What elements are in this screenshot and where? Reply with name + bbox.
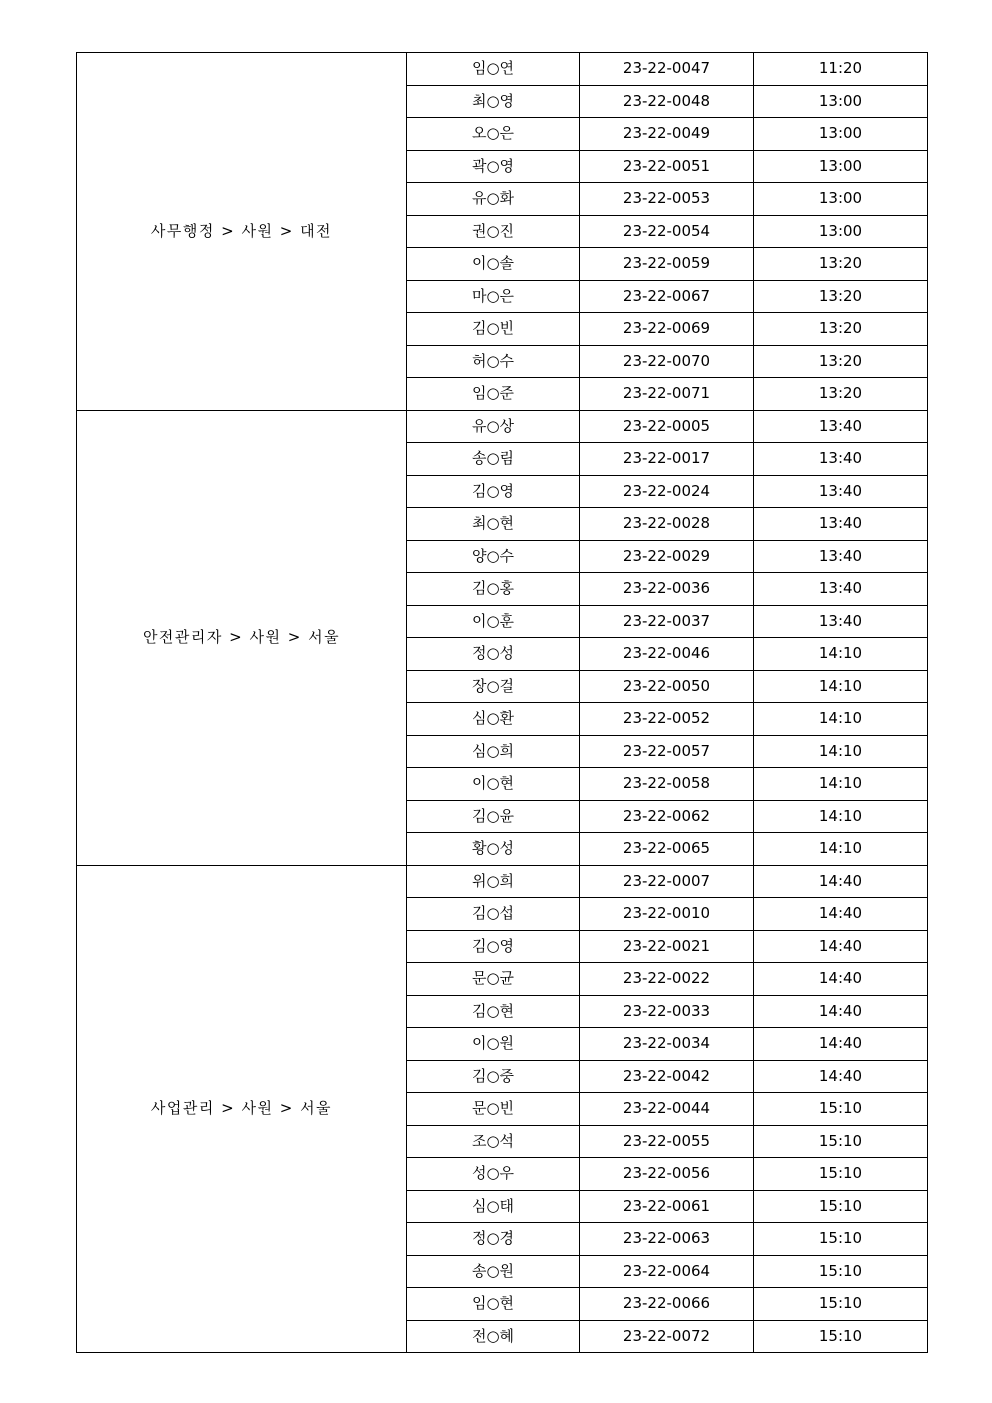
applicant-name-cell: 임○연: [407, 53, 580, 86]
applicant-name-cell: 김○윤: [407, 800, 580, 833]
applicant-id-cell: 23-22-0057: [580, 735, 754, 768]
applicant-name-cell: 이○훈: [407, 605, 580, 638]
interview-time-cell: 13:40: [754, 605, 928, 638]
interview-time-cell: 13:20: [754, 313, 928, 346]
interview-time-cell: 14:40: [754, 898, 928, 931]
applicant-name-cell: 임○현: [407, 1288, 580, 1321]
applicant-name-cell: 마○은: [407, 280, 580, 313]
applicant-id-cell: 23-22-0064: [580, 1255, 754, 1288]
applicant-name-cell: 이○솔: [407, 248, 580, 281]
applicant-name-cell: 위○희: [407, 865, 580, 898]
interview-time-cell: 15:10: [754, 1320, 928, 1353]
applicant-id-cell: 23-22-0062: [580, 800, 754, 833]
applicant-name-cell: 양○수: [407, 540, 580, 573]
applicant-name-cell: 이○원: [407, 1028, 580, 1061]
applicant-name-cell: 임○준: [407, 378, 580, 411]
applicant-name-cell: 김○현: [407, 995, 580, 1028]
applicant-name-cell: 최○영: [407, 85, 580, 118]
applicant-id-cell: 23-22-0042: [580, 1060, 754, 1093]
interview-time-cell: 14:40: [754, 930, 928, 963]
applicant-id-cell: 23-22-0007: [580, 865, 754, 898]
applicant-name-cell: 김○중: [407, 1060, 580, 1093]
applicant-id-cell: 23-22-0051: [580, 150, 754, 183]
applicant-name-cell: 최○현: [407, 508, 580, 541]
applicant-id-cell: 23-22-0063: [580, 1223, 754, 1256]
interview-time-cell: 15:10: [754, 1255, 928, 1288]
interview-time-cell: 13:40: [754, 573, 928, 606]
interview-time-cell: 13:00: [754, 183, 928, 216]
applicant-id-cell: 23-22-0066: [580, 1288, 754, 1321]
applicant-name-cell: 조○석: [407, 1125, 580, 1158]
applicant-name-cell: 정○경: [407, 1223, 580, 1256]
applicant-id-cell: 23-22-0069: [580, 313, 754, 346]
applicant-id-cell: 23-22-0033: [580, 995, 754, 1028]
applicant-name-cell: 허○수: [407, 345, 580, 378]
interview-time-cell: 14:40: [754, 1060, 928, 1093]
applicant-id-cell: 23-22-0059: [580, 248, 754, 281]
applicant-id-cell: 23-22-0029: [580, 540, 754, 573]
interview-time-cell: 14:10: [754, 735, 928, 768]
interview-time-cell: 14:10: [754, 768, 928, 801]
interview-time-cell: 14:10: [754, 638, 928, 671]
interview-time-cell: 15:10: [754, 1190, 928, 1223]
table-row: [77, 410, 928, 443]
interview-time-cell: 15:10: [754, 1288, 928, 1321]
interview-time-cell: 15:10: [754, 1125, 928, 1158]
applicant-id-cell: 23-22-0070: [580, 345, 754, 378]
applicant-name-cell: 황○성: [407, 833, 580, 866]
interview-time-cell: 13:00: [754, 150, 928, 183]
applicant-id-cell: 23-22-0005: [580, 410, 754, 443]
applicant-id-cell: 23-22-0065: [580, 833, 754, 866]
applicant-name-cell: 심○희: [407, 735, 580, 768]
applicant-id-cell: 23-22-0058: [580, 768, 754, 801]
applicant-name-cell: 곽○영: [407, 150, 580, 183]
applicant-name-cell: 정○성: [407, 638, 580, 671]
applicant-id-cell: 23-22-0048: [580, 85, 754, 118]
applicant-name-cell: 유○화: [407, 183, 580, 216]
group-label: 사업관리 > 사원 > 서울: [77, 865, 407, 1353]
applicant-id-cell: 23-22-0021: [580, 930, 754, 963]
applicant-id-cell: 23-22-0047: [580, 53, 754, 86]
applicant-name-cell: 문○빈: [407, 1093, 580, 1126]
interview-time-cell: 13:40: [754, 410, 928, 443]
applicant-name-cell: 김○영: [407, 475, 580, 508]
applicant-id-cell: 23-22-0010: [580, 898, 754, 931]
interview-time-cell: 14:10: [754, 800, 928, 833]
applicant-name-cell: 오○은: [407, 118, 580, 151]
group-label: 사무행정 > 사원 > 대전: [77, 53, 407, 411]
interview-time-cell: 14:40: [754, 963, 928, 996]
applicant-name-cell: 성○우: [407, 1158, 580, 1191]
applicant-id-cell: 23-22-0054: [580, 215, 754, 248]
applicant-name-cell: 김○홍: [407, 573, 580, 606]
applicant-id-cell: 23-22-0044: [580, 1093, 754, 1126]
interview-time-cell: 13:20: [754, 378, 928, 411]
interview-time-cell: 15:10: [754, 1158, 928, 1191]
interview-time-cell: 14:40: [754, 865, 928, 898]
applicant-name-cell: 송○림: [407, 443, 580, 476]
interview-time-cell: 14:40: [754, 1028, 928, 1061]
table-row: [77, 865, 928, 898]
applicant-id-cell: 23-22-0049: [580, 118, 754, 151]
applicant-name-cell: 심○태: [407, 1190, 580, 1223]
applicant-id-cell: 23-22-0067: [580, 280, 754, 313]
applicant-id-cell: 23-22-0071: [580, 378, 754, 411]
interview-time-cell: 13:40: [754, 475, 928, 508]
schedule-table-body: [77, 53, 928, 1353]
applicant-name-cell: 이○현: [407, 768, 580, 801]
applicant-name-cell: 김○섭: [407, 898, 580, 931]
interview-time-cell: 13:20: [754, 345, 928, 378]
applicant-id-cell: 23-22-0022: [580, 963, 754, 996]
applicant-name-cell: 김○영: [407, 930, 580, 963]
interview-time-cell: 14:10: [754, 703, 928, 736]
interview-time-cell: 13:00: [754, 215, 928, 248]
interview-time-cell: 13:40: [754, 540, 928, 573]
applicant-id-cell: 23-22-0056: [580, 1158, 754, 1191]
applicant-id-cell: 23-22-0050: [580, 670, 754, 703]
applicant-name-cell: 심○환: [407, 703, 580, 736]
applicant-id-cell: 23-22-0034: [580, 1028, 754, 1061]
applicant-id-cell: 23-22-0072: [580, 1320, 754, 1353]
applicant-name-cell: 유○상: [407, 410, 580, 443]
applicant-name-cell: 권○진: [407, 215, 580, 248]
interview-time-cell: 15:10: [754, 1223, 928, 1256]
applicant-id-cell: 23-22-0061: [580, 1190, 754, 1223]
interview-time-cell: 13:00: [754, 85, 928, 118]
applicant-name-cell: 김○빈: [407, 313, 580, 346]
applicant-name-cell: 송○원: [407, 1255, 580, 1288]
interview-time-cell: 14:10: [754, 670, 928, 703]
applicant-id-cell: 23-22-0024: [580, 475, 754, 508]
applicant-id-cell: 23-22-0046: [580, 638, 754, 671]
interview-time-cell: 13:00: [754, 118, 928, 151]
interview-time-cell: 11:20: [754, 53, 928, 86]
interview-time-cell: 13:20: [754, 248, 928, 281]
applicant-id-cell: 23-22-0036: [580, 573, 754, 606]
table-row: [77, 53, 928, 86]
applicant-id-cell: 23-22-0052: [580, 703, 754, 736]
applicant-id-cell: 23-22-0037: [580, 605, 754, 638]
applicant-name-cell: 문○균: [407, 963, 580, 996]
applicant-name-cell: 장○걸: [407, 670, 580, 703]
applicant-id-cell: 23-22-0017: [580, 443, 754, 476]
interview-time-cell: 14:40: [754, 995, 928, 1028]
group-label: 안전관리자 > 사원 > 서울: [77, 410, 407, 865]
applicant-id-cell: 23-22-0053: [580, 183, 754, 216]
interview-time-cell: 13:20: [754, 280, 928, 313]
interview-time-cell: 14:10: [754, 833, 928, 866]
interview-time-cell: 13:40: [754, 508, 928, 541]
interview-time-cell: 13:40: [754, 443, 928, 476]
interview-time-cell: 15:10: [754, 1093, 928, 1126]
applicant-id-cell: 23-22-0055: [580, 1125, 754, 1158]
applicant-id-cell: 23-22-0028: [580, 508, 754, 541]
schedule-table: [76, 52, 928, 1353]
applicant-name-cell: 전○혜: [407, 1320, 580, 1353]
